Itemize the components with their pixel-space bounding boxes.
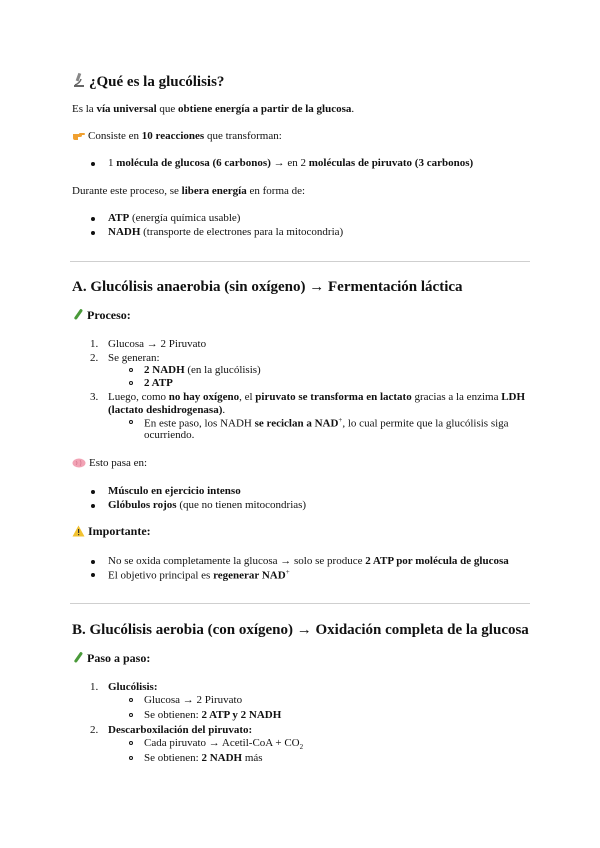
proceso-heading: Proceso:: [72, 308, 131, 324]
list-item-regenerar: El objetivo principal es regenerar NAD+: [108, 568, 290, 582]
sub-bullet-circle: [129, 368, 133, 372]
section-a-title: A. Glucólisis anaerobia (sin oxígeno) → Fermentación láctica: [72, 279, 463, 295]
title-text: ¿Qué es la glucólisis?: [89, 74, 225, 90]
list-item-red-cells: Glóbulos rojos (que no tienen mitocondrias): [108, 499, 307, 511]
sub-item-nad-recycle: En este paso, los NADH se reciclan a NAD+, lo cual permite que la glucólisis siga: [144, 416, 509, 430]
sub-bullet-circle: [129, 420, 133, 424]
sub-bullet-circle: [129, 381, 133, 385]
warning-icon: [72, 525, 85, 540]
bullet-dot: [91, 573, 95, 577]
list-item-atp: ATP (energía química usable): [108, 212, 241, 224]
sub-item-glucose-pyruvate: Glucosa → 2 Piruvato: [144, 694, 243, 706]
bullet-dot: [91, 504, 95, 508]
durante-paragraph: Durante este proceso, se libera energía en forma de:: [72, 185, 306, 197]
pointing-hand-icon: [72, 130, 85, 145]
brain-icon: [72, 458, 86, 472]
sub-bullet-circle: [129, 756, 133, 760]
bullet-dot: [91, 217, 95, 221]
bullet-dot: [91, 560, 95, 564]
importante-heading: Importante:: [72, 524, 151, 540]
sub-item-2-nadh: 2 NADH (en la glucólisis): [144, 364, 261, 376]
sub-item-atp-nadh: Se obtienen: 2 ATP y 2 NADH: [144, 709, 282, 721]
list-number: 1.: [90, 338, 99, 350]
esto-pasa-paragraph: Esto pasa en:: [72, 457, 147, 472]
list-number: 1.: [90, 681, 99, 693]
bullet-dot: [91, 162, 95, 166]
list-number: 2.: [90, 352, 99, 364]
step-lactate-line2: (lactato deshidrogenasa).: [108, 404, 226, 416]
divider: [70, 261, 530, 262]
step-descarboxilacion: Descarboxilación del piruvato:: [108, 724, 253, 736]
consiste-paragraph: Consiste en 10 reacciones que transforman:: [72, 130, 282, 145]
sub-bullet-circle: [129, 713, 133, 717]
list-item-nadh: NADH (transporte de electrones para la mitocondria): [108, 226, 344, 238]
section-what-is-glycolysis-title: [72, 72, 224, 93]
paso-heading: Paso a paso:: [72, 651, 150, 667]
sub-bullet-circle: [129, 698, 133, 702]
sub-item-2-atp: 2 ATP: [144, 377, 173, 389]
divider: [70, 603, 530, 604]
list-number: 2.: [90, 724, 99, 736]
list-item-muscle: Músculo en ejercicio intenso: [108, 485, 241, 497]
section-b-title: B. Glucólisis aerobia (con oxígeno) → Oxidación completa de la glucosa: [72, 622, 529, 638]
intro-paragraph: Es la vía universal que obtiene energía a partir de la glucosa.: [72, 103, 355, 115]
step-lactate-line1: Luego, como no hay oxígeno, el piruvato se transforma en lactato gracias a la enzima LDH: [108, 391, 526, 403]
sub-item-2-nadh-mas: Se obtienen: 2 NADH más: [144, 752, 263, 764]
list-item-no-oxidation: No se oxida completamente la glucosa → solo se produce 2 ATP por molécula de glucosa: [108, 555, 509, 567]
bullet-dot: [91, 490, 95, 494]
list-item-glucose-to-pyruvate: 1 molécula de glucosa (6 carbonos) → en 2 moléculas de piruvato (3 carbonos): [108, 157, 474, 169]
step-glucolisis: Glucólisis:: [108, 681, 158, 693]
sub-bullet-circle: [129, 741, 133, 745]
sub-item-nad-recycle-line2: ocurriendo.: [144, 429, 195, 441]
microscope-icon: [72, 72, 86, 93]
list-number: 3.: [90, 391, 99, 403]
step-se-generan: Se generan:: [108, 352, 160, 364]
step-glucose-pyruvate: Glucosa → 2 Piruvato: [108, 338, 207, 350]
sub-item-acetyl-coa: Cada piruvato → Acetil-CoA + $CO_2$: [144, 737, 304, 752]
bullet-dot: [91, 231, 95, 235]
test-tube-icon: [72, 308, 84, 324]
test-tube-icon: [72, 651, 84, 667]
